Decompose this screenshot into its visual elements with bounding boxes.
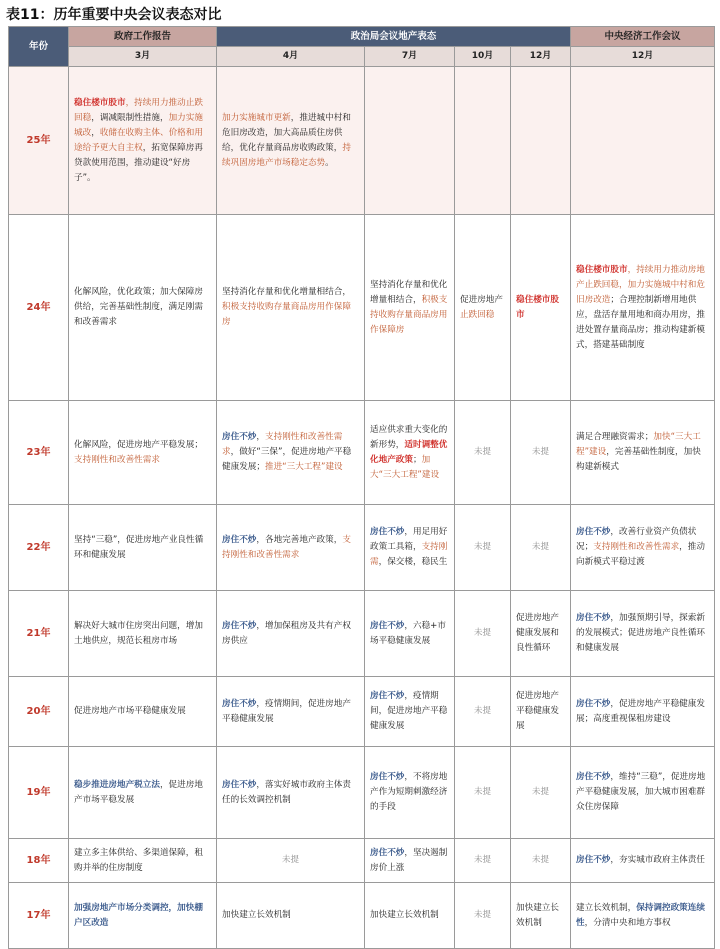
cell-text: 加力实施城市更新	[222, 112, 291, 123]
cell-econ-dec	[571, 677, 715, 747]
cell-text: 房住不炒	[576, 613, 611, 623]
cell-econ-dec	[571, 747, 715, 839]
cell-text: 房住不炒	[370, 772, 405, 782]
cell-text: 房住不炒	[370, 691, 405, 701]
cell-text: 加快建立长效机制	[516, 902, 559, 928]
month-header-dec-politburo: 12月	[511, 47, 571, 67]
year-cell: 22年	[9, 505, 69, 591]
cell-text: ，改善行业资产负债状况；	[576, 527, 697, 552]
cell-text: 未提	[531, 542, 550, 552]
month-header-mar: 3月	[69, 47, 217, 67]
cell-text: 稳步推进房地产税立法	[74, 779, 160, 790]
cell-text: 房住不炒	[576, 772, 611, 782]
cell-text: 加快建立长效机制	[370, 910, 439, 920]
cell-text: 积极支持收购存量商品房用作保障房	[370, 294, 448, 335]
table-row	[9, 591, 715, 677]
cell-politburo-dec	[511, 677, 571, 747]
cell-text: 加快“三大工程”建设	[576, 432, 701, 457]
year-header: 年份	[9, 27, 69, 67]
cell-gov-mar	[69, 505, 217, 591]
cell-text: 。	[325, 157, 334, 168]
table-row	[9, 215, 715, 401]
cell-text: 促进房地产	[460, 294, 503, 305]
cell-politburo-apr	[217, 591, 365, 677]
table-row	[9, 883, 715, 949]
year-cell: 17年	[9, 883, 69, 949]
cell-gov-mar	[69, 215, 217, 401]
cell-text: 建立长效机制，	[576, 902, 637, 913]
cell-text: 房住不炒	[222, 698, 257, 709]
cell-politburo-oct	[455, 591, 511, 677]
cell-text: ，持续用力推动房地产止跌回稳	[576, 264, 705, 290]
cell-text: 支持刚性和改善性需求	[74, 454, 160, 465]
cell-text: ；合理控制新增用地供应，盘活存量用地和商办用房，推进处置存量商品房；推动构建新模式，搭建基础制度	[576, 294, 705, 350]
cell-politburo-apr	[217, 401, 365, 505]
cell-politburo-jul	[365, 747, 455, 839]
cell-politburo-jul	[365, 401, 455, 505]
cell-politburo-jul	[365, 839, 455, 883]
cell-text: 适应供求重大变化的新形势，	[370, 424, 448, 450]
cell-text: ，六稳+市场平稳健康发展	[370, 620, 446, 646]
cell-politburo-dec	[511, 67, 571, 215]
cell-text: ，做好“三保”，促进房地产平稳健康发展；	[222, 447, 352, 472]
cell-politburo-dec	[511, 215, 571, 401]
cell-text: 推进“三大工程”建设	[264, 462, 343, 472]
month-header-apr: 4月	[217, 47, 365, 67]
cell-econ-dec	[571, 883, 715, 949]
year-cell: 25年	[9, 67, 69, 215]
table-row	[9, 839, 715, 883]
cell-politburo-dec	[511, 591, 571, 677]
cell-text: 适时调整优化地产政策	[370, 439, 448, 465]
cell-text: 房住不炒	[576, 527, 611, 537]
cell-text: 未提	[473, 910, 492, 920]
cell-text: 满足合理融资需求；	[576, 432, 654, 442]
cell-text: 未提	[531, 447, 550, 457]
cell-econ-dec	[571, 591, 715, 677]
cell-text: 房住不炒	[222, 534, 257, 545]
cell-text: ，调减限制性措施，	[91, 112, 169, 123]
cell-gov-mar	[69, 747, 217, 839]
cell-politburo-apr	[217, 747, 365, 839]
cell-text: 止跌回稳	[460, 309, 495, 320]
meeting-comparison-table	[8, 26, 715, 949]
cell-politburo-oct	[455, 747, 511, 839]
cell-politburo-oct	[455, 505, 511, 591]
table-title: 表11：历年重要中央会议表态对比	[6, 7, 222, 23]
cell-text: 支持刚需	[370, 542, 448, 567]
cell-politburo-jul	[365, 677, 455, 747]
cell-text: 未提	[473, 787, 492, 797]
cell-politburo-oct	[455, 215, 511, 401]
cell-politburo-oct	[455, 883, 511, 949]
table-row	[9, 747, 715, 839]
cell-text: ，不将房地产作为短期刺激经济的手段	[370, 772, 448, 812]
cell-politburo-apr	[217, 677, 365, 747]
cell-text: 稳住楼市股市	[576, 264, 628, 275]
cell-politburo-jul	[365, 505, 455, 591]
cell-gov-mar	[69, 839, 217, 883]
cell-text: ，疫情期间，促进房地产平稳健康发展	[370, 691, 448, 731]
cell-text: 促进房地产市场平稳健康发展	[74, 706, 186, 716]
table-row	[9, 677, 715, 747]
cell-text: ，推动向新模式平稳过渡	[576, 542, 705, 567]
cell-text: 支持刚性和改善性需求	[593, 542, 680, 552]
cell-text: ，推进城中村和危旧房改造，加大高品质住房供给，优化存量商品房收购政策，	[222, 112, 351, 153]
cell-text: 未提	[473, 855, 492, 865]
cell-gov-mar	[69, 883, 217, 949]
cell-text: 坚持“三稳”，促进房地产业良性循环和健康发展	[74, 534, 204, 560]
cell-text: 房住不炒	[370, 847, 405, 858]
cell-text: 坚持消化存量和优化增量相结合，	[370, 279, 448, 305]
politburo-header: 政治局会议地产表态	[217, 27, 571, 47]
cell-politburo-apr	[217, 215, 365, 401]
cell-politburo-oct	[455, 839, 511, 883]
cell-text: ，加强预期引导，探索新的发展模式；促进房地产良性循环和健康发展	[576, 613, 705, 653]
cell-text: 建立多主体供给、多渠道保障，租购并举的住房制度	[74, 847, 203, 873]
cell-text: 解决好大城市住房突出问题，增加土地供应，规范长租房市场	[74, 620, 203, 646]
cell-text: 未提	[281, 855, 300, 865]
cell-text: 房住不炒	[222, 432, 257, 442]
cell-politburo-dec	[511, 883, 571, 949]
cell-text: 促进房地产平稳健康发展	[516, 691, 559, 731]
year-cell: 23年	[9, 401, 69, 505]
cell-econ-dec	[571, 839, 715, 883]
cell-text: 坚持消化存量和优化增量相结合，	[222, 287, 351, 297]
cell-text: 未提	[531, 787, 550, 797]
cell-politburo-apr	[217, 839, 365, 883]
gov-report-header: 政府工作报告	[69, 27, 217, 47]
cell-text: ，疫情期间，促进房地产平稳健康发展	[222, 698, 351, 724]
cell-politburo-jul	[365, 883, 455, 949]
cell-text: 未提	[473, 542, 492, 552]
cell-text: ；	[412, 454, 422, 465]
cell-text: 化解风险，优化政策；加大保障房供给，完善基础性制度，满足刚需和改善需求	[74, 287, 203, 327]
cell-text: ，用足用好政策工具箱，	[370, 527, 448, 552]
cell-gov-mar	[69, 591, 217, 677]
cell-gov-mar	[69, 677, 217, 747]
cell-text: 收储在收购主体、价格和用途给予更大自主权	[74, 127, 203, 153]
table-row	[9, 505, 715, 591]
cell-text: 加快建立长效机制	[222, 910, 291, 920]
cell-text: ，分清中央和地方事权	[584, 917, 671, 928]
cell-text: ，促进房地产市场平稳发展	[74, 779, 203, 805]
cell-politburo-dec	[511, 401, 571, 505]
economic-conference-header: 中央经济工作会议	[571, 27, 715, 47]
cell-text: ，落实好城市政府主体责任的长效调控机制	[222, 779, 351, 805]
year-cell: 19年	[9, 747, 69, 839]
cell-politburo-jul	[365, 67, 455, 215]
cell-text: 房住不炒	[370, 527, 405, 537]
year-cell: 18年	[9, 839, 69, 883]
cell-politburo-jul	[365, 215, 455, 401]
cell-text: ，夯实城市政府主体责任	[610, 855, 705, 865]
cell-text: 房住不炒	[222, 779, 257, 790]
cell-text: 支持刚性和改善性需求	[222, 432, 343, 457]
month-header-dec-econ: 12月	[571, 47, 715, 67]
cell-text: 未提	[531, 855, 550, 865]
cell-text: 房住不炒	[576, 698, 611, 709]
cell-econ-dec	[571, 505, 715, 591]
cell-text: 房住不炒	[370, 620, 405, 631]
cell-text: ，持续用力推动止跌回稳	[74, 97, 203, 123]
cell-politburo-dec	[511, 747, 571, 839]
cell-econ-dec	[571, 401, 715, 505]
year-cell: 21年	[9, 591, 69, 677]
cell-text: ，完善基础性制度，加快构建新模式	[576, 447, 701, 472]
cell-text: ，坚决遏制房价上涨	[370, 847, 448, 873]
cell-text: 房住不炒	[222, 620, 257, 631]
cell-politburo-apr	[217, 505, 365, 591]
cell-econ-dec	[571, 215, 715, 401]
cell-text: 持续巩固房地产市场稳定态势	[222, 142, 351, 168]
table-row	[9, 401, 715, 505]
cell-econ-dec	[571, 67, 715, 215]
cell-text: ，保交楼，稳民生	[378, 557, 448, 567]
cell-text: 未提	[473, 628, 492, 638]
cell-text: 房住不炒	[576, 855, 611, 865]
cell-text: ，增加保租房及共有产权房供应	[222, 620, 351, 646]
cell-text: ，各地完善地产政策，	[256, 534, 343, 545]
cell-text: ，拓宽保障房再贷款使用范围，推动建设“好房子”。	[74, 142, 203, 183]
cell-text: 化解风险，促进房地产平稳发展；	[74, 439, 203, 450]
cell-text: 积极支持收购存量商品房用作保障房	[222, 302, 351, 327]
cell-politburo-oct	[455, 677, 511, 747]
cell-text: 加强房地产市场分类调控，加快棚户区改造	[74, 902, 203, 928]
cell-politburo-apr	[217, 67, 365, 215]
cell-politburo-dec	[511, 505, 571, 591]
cell-gov-mar	[69, 67, 217, 215]
cell-gov-mar	[69, 401, 217, 505]
cell-text: 支持刚性和改善性需求	[222, 534, 351, 560]
cell-text: ，维持“三稳”，促进房地产平稳健康发展，加大城市困难群众住房保障	[576, 772, 706, 812]
cell-politburo-oct	[455, 401, 511, 505]
cell-text: ，	[91, 127, 100, 138]
cell-text: ，促进房地产平稳健康发展；高度重视保租房建设	[576, 698, 705, 724]
cell-text: 加大“三大工程”建设	[370, 454, 440, 480]
cell-text: 稳住楼市股市	[74, 97, 126, 108]
month-header-jul: 7月	[365, 47, 455, 67]
cell-politburo-dec	[511, 839, 571, 883]
cell-politburo-jul	[365, 591, 455, 677]
month-header-oct: 10月	[455, 47, 511, 67]
cell-text: 稳住楼市股市	[516, 294, 559, 320]
cell-text: ，	[256, 432, 265, 442]
cell-text: 保持调控政策连续性	[576, 902, 705, 928]
year-cell: 24年	[9, 215, 69, 401]
cell-text: 未提	[473, 447, 492, 457]
cell-politburo-oct	[455, 67, 511, 215]
cell-politburo-apr	[217, 883, 365, 949]
cell-text: 加力实施城改	[74, 112, 203, 138]
cell-text: 未提	[473, 706, 492, 716]
cell-text: ，加力实施城中村和危旧房改造	[576, 279, 705, 305]
table-row	[9, 67, 715, 215]
cell-text: 促进房地产健康发展和良性循环	[516, 613, 559, 653]
year-cell: 20年	[9, 677, 69, 747]
